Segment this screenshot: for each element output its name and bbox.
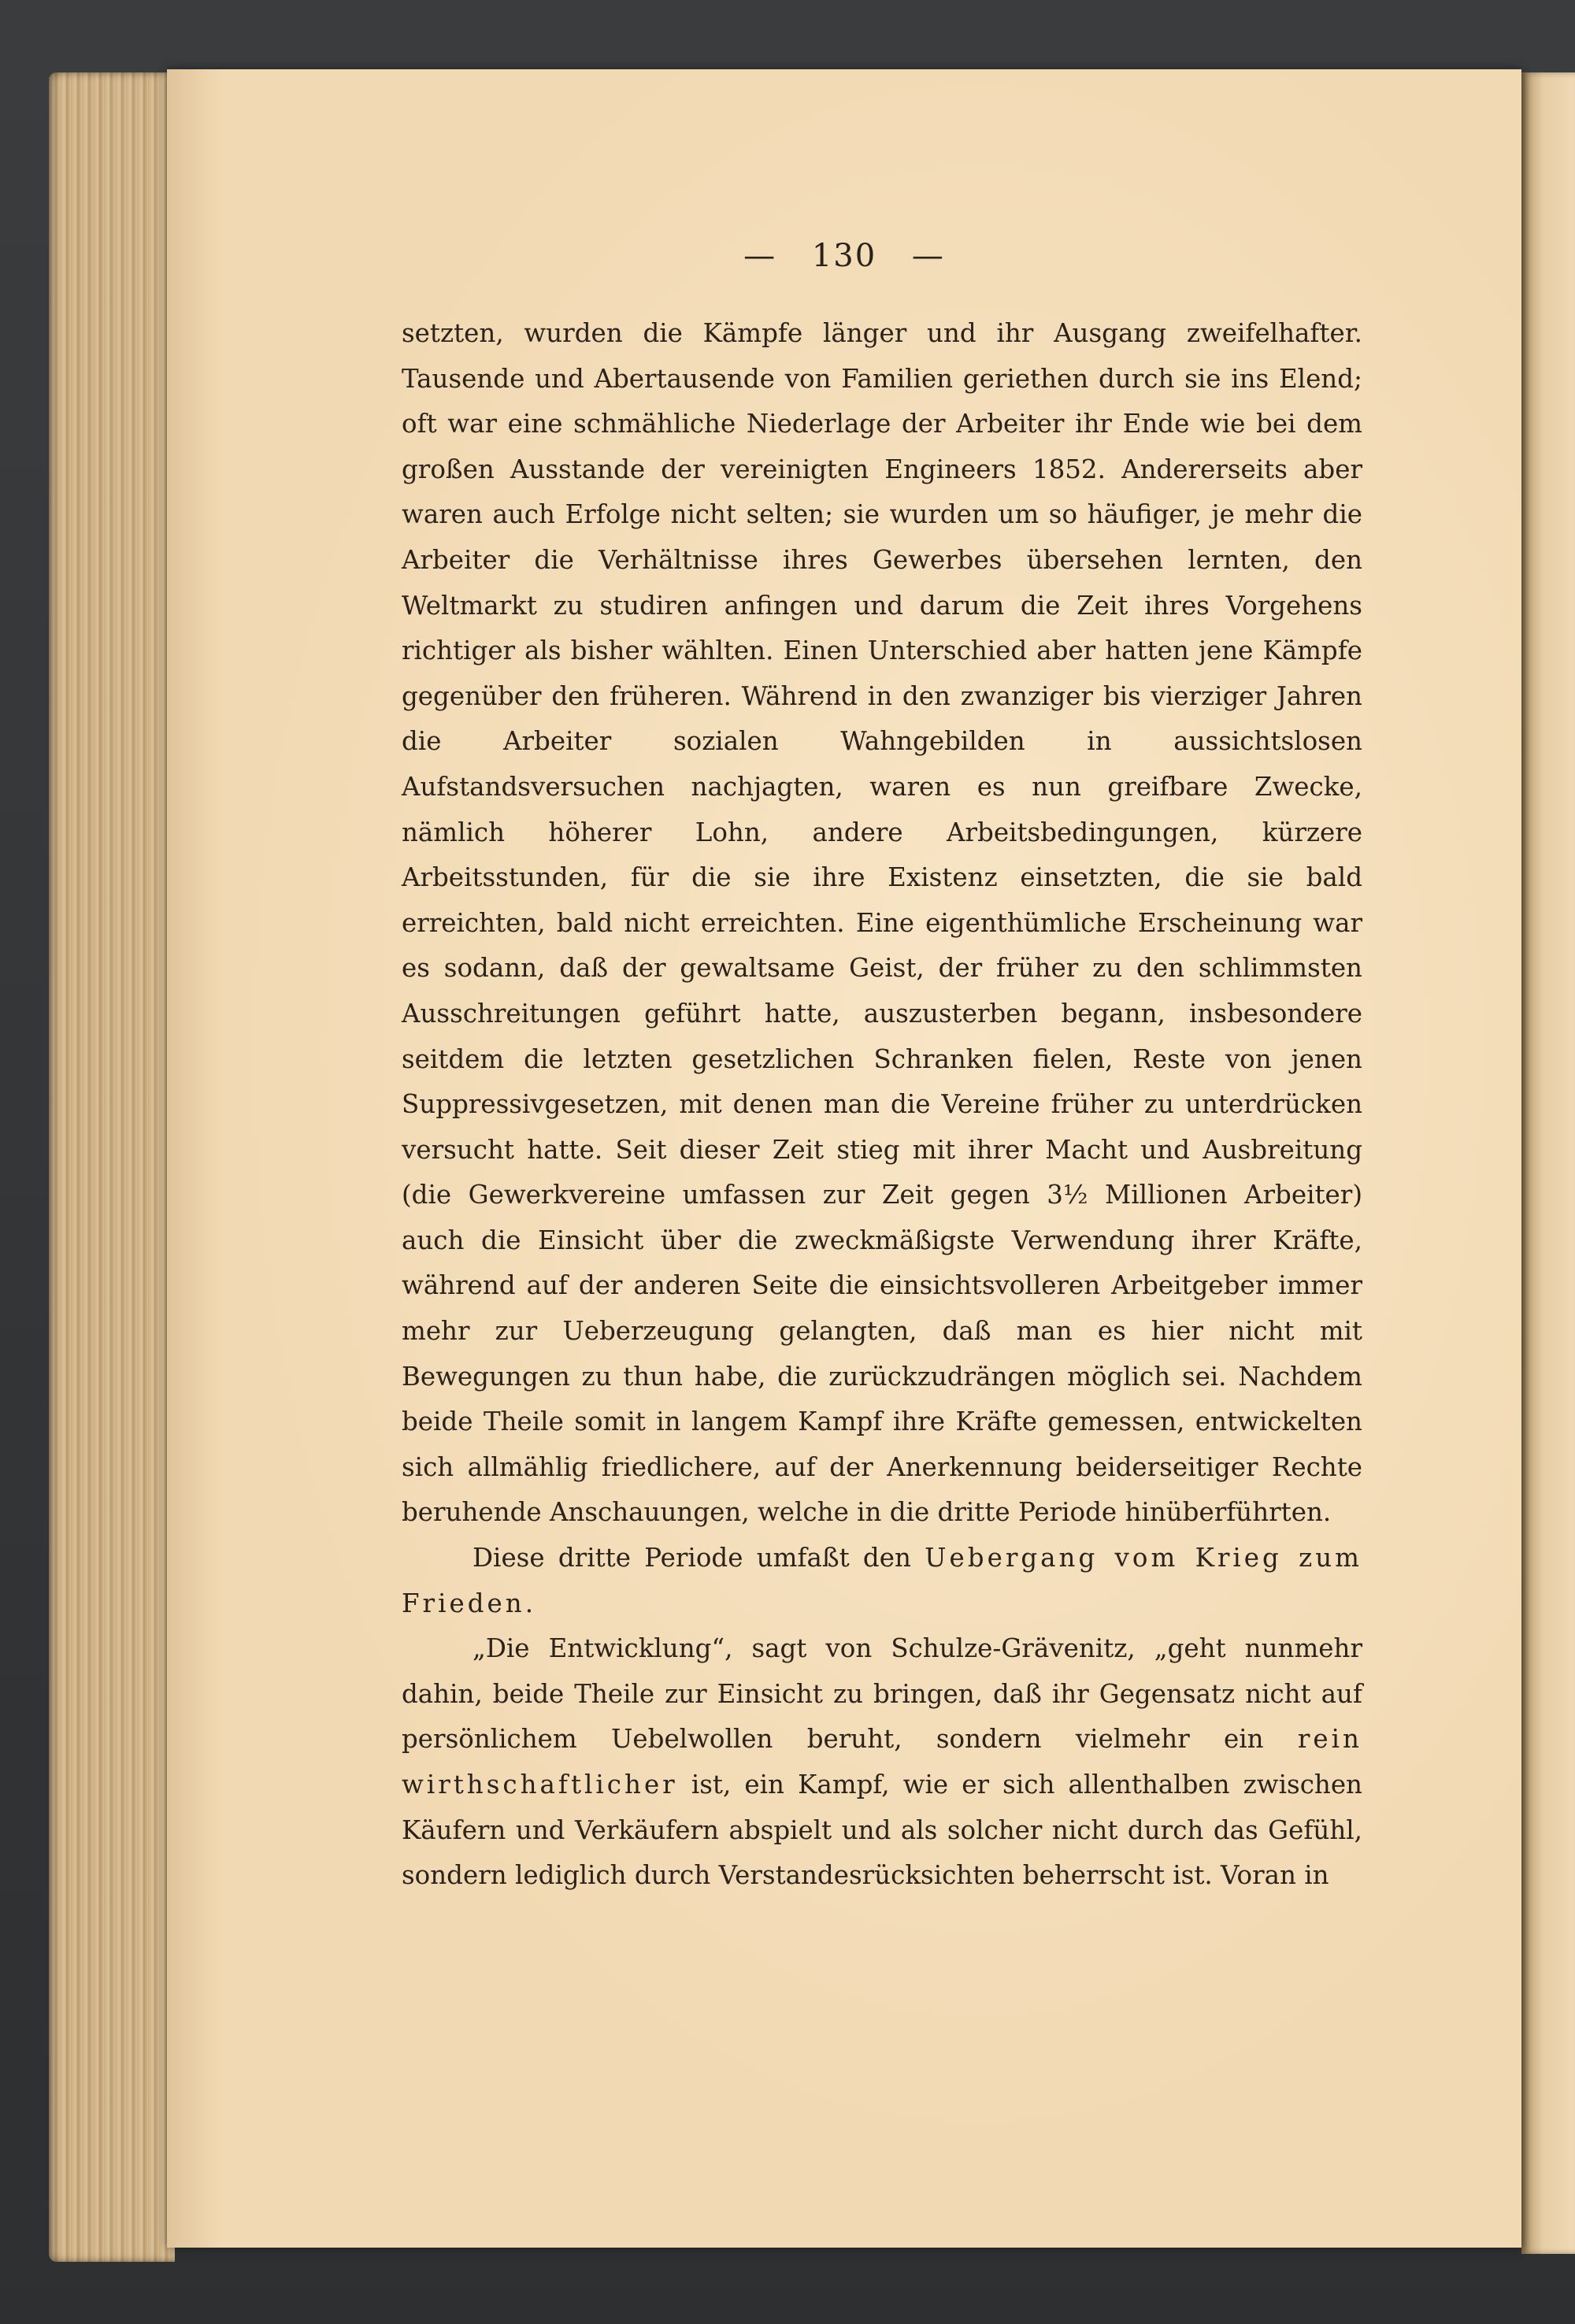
page-header: [167, 238, 1521, 274]
page-number: 130: [811, 238, 877, 274]
header-dash-right: —: [911, 238, 945, 274]
paragraph-1: setzten, wurden die Kämpfe länger und ihr Ausgang zweifelhafter. Tausende und Abertausende von Familien geriethen durch sie ins Elend; oft war eine schmähliche Niederlage der Arbeiter ihr Ende wie bei dem großen Ausstande der vereinigten Engineers 1852. Andererseits aber waren auch Erfolge nicht selten; sie wurden um so häufiger, je mehr die Arbeiter die Verhältnisse ihres Gewerbes übersehen lernten, den Weltmarkt zu studiren anfingen und darum die Zeit ihres Vorgehens richtiger als bisher wählten. Einen Unterschied aber hatten jene Kämpfe gegenüber den früheren. Während in den zwanziger bis vierziger Jahren die Arbeiter sozialen Wahngebilden in aussichtslosen Aufstandsversuchen nachjagten, waren es nun greifbare Zwecke, nämlich höherer Lohn, andere Arbeitsbedingungen, kürzere Arbeitsstunden, für die sie ihre Existenz einsetzten, die sie bald erreichten, bald nicht erreichten. Eine eigenthümliche Erscheinung war es sodann, daß der gewaltsame Geist, der früher zu den schlimmsten Ausschreitungen geführt hatte, auszusterben begann, insbesondere seitdem die letzten gesetzlichen Schranken fielen, Reste von jenen Suppressivgesetzen, mit denen man die Vereine früher zu unterdrücken versucht hatte. Seit dieser Zeit stieg mit ihrer Macht und Ausbreitung (die Gewerkvereine umfassen zur Zeit gegen 3½ Millionen Arbeiter) auch die Einsicht über die zweckmäßigste Verwendung ihrer Kräfte, während auf der anderen Seite die einsichtsvolleren Arbeitgeber immer mehr zur Ueberzeugung gelangten, daß man es hier nicht mit Bewegungen zu thun habe, die zurückzudrängen möglich sei. Nachdem beide Theile somit in langem Kampf ihre Kräfte gemessen, entwickelten sich allmählig friedlichere, auf der Anerkennung beiderseitiger Rechte beruhende Anschauungen, welche in die dritte Periode hinüberführten.: [402, 318, 1362, 1528]
facing-page-edge: [1521, 72, 1575, 2254]
page-body: [402, 311, 1362, 1899]
paragraph-2-emphasis: Uebergang vom Krieg zum Frieden: [402, 1543, 1362, 1618]
paragraph-2-after: .: [524, 1588, 534, 1618]
paragraph-2-before: Diese dritte Periode umfaßt den: [472, 1543, 925, 1573]
header-dash-left: —: [743, 238, 777, 274]
paragraph-3-emphasis: rein wirthschaftlicher: [402, 1724, 1362, 1800]
paragraph-3-before: „Die Entwicklung“, sagt von Schulze-Grävenitz, „geht nunmehr dahin, beide Theile zur Einsicht zu bringen, daß ihr Gegensatz nicht auf persönlichem Uebelwollen beruht, sondern vielmehr ein: [402, 1633, 1362, 1755]
paragraph-3: [402, 1626, 1362, 1899]
paragraph-2: [402, 1536, 1362, 1626]
paragraph-3-after: ist, ein Kampf, wie er sich allenthalben zwischen Käufern und Verkäufern abspielt und als solcher nicht durch das Gefühl, sondern lediglich durch Verstandesrücksichten beherrscht ist. Voran in: [402, 1770, 1362, 1891]
page-block-edge: [49, 72, 175, 2262]
